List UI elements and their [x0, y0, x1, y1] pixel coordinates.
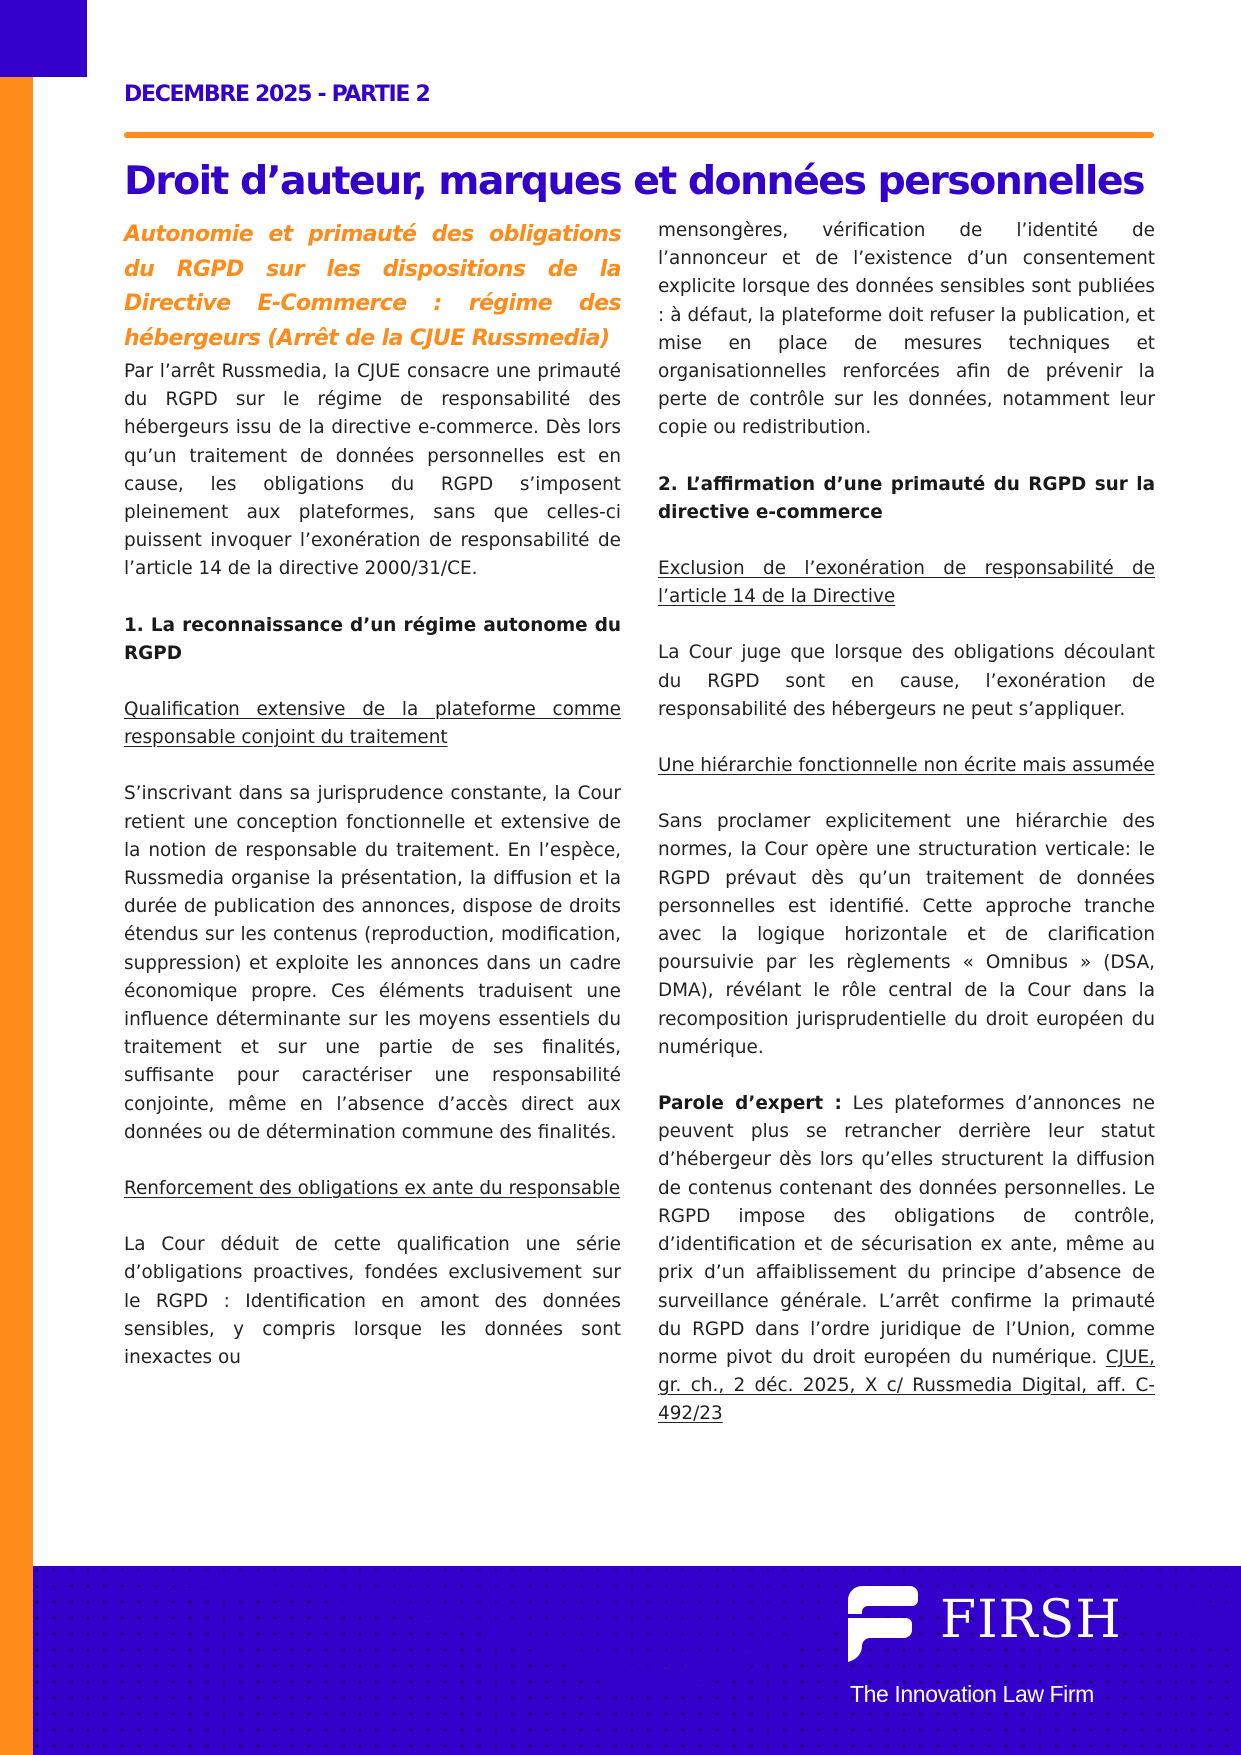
corner-accent-block	[0, 0, 87, 77]
section-1-paragraph-2-continued: mensongères, vérification de l’identité de l’annonceur et de l’existence d’un consentement explicite lorsque des données sensibles sont publiées : à défaut, la plateforme doit refuser la publication, et mise en place de mesures techniques et organisationnelles renforcées afin de prévenir la perte de contrôle sur les données, notamment leur copie ou redistribution.	[658, 220, 1155, 439]
side-accent-bar	[0, 77, 33, 1755]
issue-date-label: DECEMBRE 2025 - PARTIE 2	[124, 82, 430, 107]
article-subtitle: Autonomie et primauté des obligations du RGPD sur les dispositions de la Directive E-Commerce : régime des hébergeurs (Arrêt de la CJUE Russmedia)	[124, 222, 621, 351]
section-2-heading: 2. L’affirmation d’une primauté du RGPD sur la directive e-commerce	[658, 473, 1155, 523]
firsh-f-mark-icon	[848, 1586, 920, 1662]
expert-opinion	[658, 1090, 1155, 1428]
section-1-paragraph-2-start: La Cour déduit de cette qualification une série d’obligations proactives, fondées exclusivement sur le RGPD : Identification en amont des données sensibles, y compris lorsque les données sont inexactes ou	[124, 1234, 621, 1369]
section-1-subheading-2: Renforcement des obligations ex ante du responsable	[124, 1178, 621, 1200]
case-citation-link[interactable]: CJUE, gr. ch., 2 déc. 2025, X c/ Russmedia Digital, aff. C-492/23	[658, 1346, 1155, 1425]
right-column	[658, 217, 1155, 1429]
section-2-paragraph-1: La Cour juge que lorsque des obligations découlant du RGPD sont en cause, l’exonération de responsabilité des hébergeurs ne peut s’appliquer.	[658, 642, 1155, 720]
section-2-paragraph-2: Sans proclamer explicitement une hiérarchie des normes, la Cour opère une structuration verticale: le RGPD prévaut dès qu’un traitement de données personnelles est identifié. Cette approche tranche avec la logique horizontale et de clarification poursuivie par les règlements « Omnibus » (DSA, DMA), révélant le rôle central de la Cour dans la recomposition jurisprudentielle du droit européen du numérique.	[658, 811, 1155, 1058]
section-2-subheading-2: Une hiérarchie fonctionnelle non écrite mais assumée	[658, 755, 1155, 777]
section-1-paragraph-1: S’inscrivant dans sa jurisprudence constante, la Cour retient une conception fonctionnelle et extensive de la notion de responsable du traitement. En l’espèce, Russmedia organise la présentation, la diffusion et la durée de publication des annonces, dispose de droits étendus sur les contenus (reproduction, modification, suppression) et exploite les annonces dans un cadre économique propre. Ces éléments traduisent une influence déterminante sur les moyens essentiels du traitement et sur une partie de ses finalités, suffisante pour caractériser une responsabilité conjointe, même en l’absence d’accès direct aux données ou de détermination commune des finalités.	[124, 783, 621, 1143]
brand-tagline: The Innovation Law Firm	[850, 1681, 1094, 1707]
left-column	[124, 218, 621, 1372]
header-divider	[124, 132, 1154, 138]
intro-paragraph: Par l’arrêt Russmedia, la CJUE consacre une primauté du RGPD sur le régime de responsabilité des hébergeurs issu de la directive e-commerce. Dès lors qu’un traitement de données personnelles est en cause, les obligations du RGPD s’imposent pleinement aux plateformes, sans que celles-ci puissent invoquer l’exonération de responsabilité de l’article 14 de la directive 2000/31/CE.	[124, 361, 621, 580]
firsh-logo	[848, 1586, 1122, 1676]
section-1-heading: 1. La reconnaissance d’un régime autonome du RGPD	[124, 614, 621, 664]
brand-wordmark: FIRSH	[940, 1590, 1122, 1650]
page-title: Droit d’auteur, marques et données personnelles	[124, 158, 1144, 204]
expert-body: Les plateformes d’annonces ne peuvent plus se retrancher derrière leur statut d’hébergeur dès lors qu’elles structurent la diffusion de contenus contenant des données personnelles. Le RGPD impose des obligations de contrôle, d’identification et de sécurisation ex ante, même au prix d’un affaiblissement du principe d’absence de surveillance générale. L’arrêt confirme la primauté du RGPD dans l’ordre juridique de l’Union, comme norme pivot du droit européen du numérique.	[658, 1093, 1155, 1368]
section-1-subheading-1: Qualification extensive de la plateforme comme responsable conjoint du traitement	[124, 699, 621, 749]
section-2-subheading-1: Exclusion de l’exonération de responsabilité de l’article 14 de la Directive	[658, 558, 1155, 608]
expert-label: Parole d’expert :	[658, 1093, 842, 1115]
